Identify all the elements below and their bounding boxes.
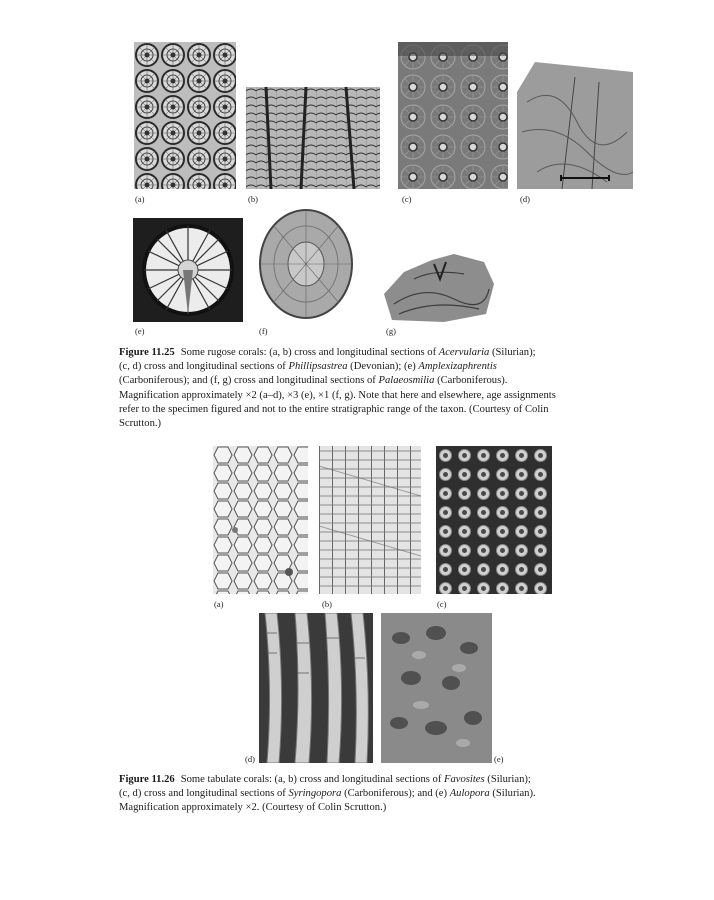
caption-text: (Silurian); [489, 347, 536, 358]
caption-text: (Silurian). [489, 788, 536, 800]
photo-palaeosmilia-longitudinal-section [384, 254, 494, 322]
taxon-name: Aulopora [449, 788, 490, 800]
caption-text: (Carboniferous); and (e) [341, 788, 450, 800]
panel-label-g: (g) [386, 326, 396, 336]
taxon-name: Syringopora [288, 788, 342, 800]
panel-label-d: (d) [520, 194, 530, 204]
panel-label-b: (b) [322, 599, 332, 609]
caption-text: (Devonian); (e) [347, 361, 419, 373]
taxon-name: Palaeosmilia [378, 375, 435, 387]
caption-text: (c, d) cross and longitudinal sections of [119, 361, 289, 373]
panel-label-b: (b) [248, 194, 258, 204]
photo-phillipsastrea-cross-section [398, 42, 508, 189]
figure-number: Figure 11.25 [119, 347, 175, 358]
taxon-name: Favosites [444, 774, 485, 785]
panel-label-f: (f) [259, 326, 268, 336]
taxon-name: Phillipsastrea [288, 361, 348, 373]
panel-label-c: (c) [402, 194, 412, 204]
caption-text: (Silurian); [484, 774, 531, 785]
photo-phillipsastrea-longitudinal-section [517, 62, 633, 189]
caption-text: (Carboniferous). [434, 375, 508, 387]
panel-label-c: (c) [437, 599, 447, 609]
photo-favosites-cross-section [213, 446, 308, 594]
caption-text: Scrutton.) [119, 418, 162, 430]
photo-favosites-longitudinal-section [319, 446, 421, 594]
photo-acervularia-cross-section [134, 42, 236, 189]
panel-label-d: (d) [245, 754, 255, 764]
caption-text: (Carboniferous); and (f, g) cross and longitudinal sections of [119, 375, 379, 387]
caption-text: Some tabulate corals: (a, b) cross and longitudinal sections of [180, 774, 445, 785]
photo-aulopora [381, 613, 492, 763]
panel-label-a: (a) [135, 194, 145, 204]
figure-number: Figure 11.26 [119, 774, 175, 785]
figure-caption [119, 346, 619, 431]
caption-text: Magnification approximately ×2 (a–d), ×3 (e), ×1 (f, g). Note that here and elsewhere, age assignments [119, 389, 556, 401]
photo-syringopora-cross-section [436, 446, 552, 594]
photo-syringopora-longitudinal-section [259, 613, 373, 763]
caption-text: Some rugose corals: (a, b) cross and longitudinal sections of [180, 347, 439, 358]
panel-label-a: (a) [214, 599, 224, 609]
caption-text: Magnification approximately ×2. (Courtesy of Colin Scrutton.) [119, 802, 387, 814]
photo-acervularia-longitudinal-section [246, 87, 380, 189]
panel-label-e: (e) [494, 754, 504, 764]
figure-caption [119, 773, 619, 816]
panel-label-e: (e) [135, 326, 145, 336]
photo-amplexizaphrentis-cross-section [133, 218, 243, 322]
taxon-name: Acervularia [438, 347, 490, 358]
caption-text: (c, d) cross and longitudinal sections of [119, 788, 289, 800]
taxon-name: Amplexizaphrentis [418, 361, 497, 373]
photo-palaeosmilia-cross-section [256, 206, 356, 322]
caption-text: refer to the specimen figured and not to the entire stratigraphic range of the taxon. (Courtesy of Colin [119, 403, 549, 415]
